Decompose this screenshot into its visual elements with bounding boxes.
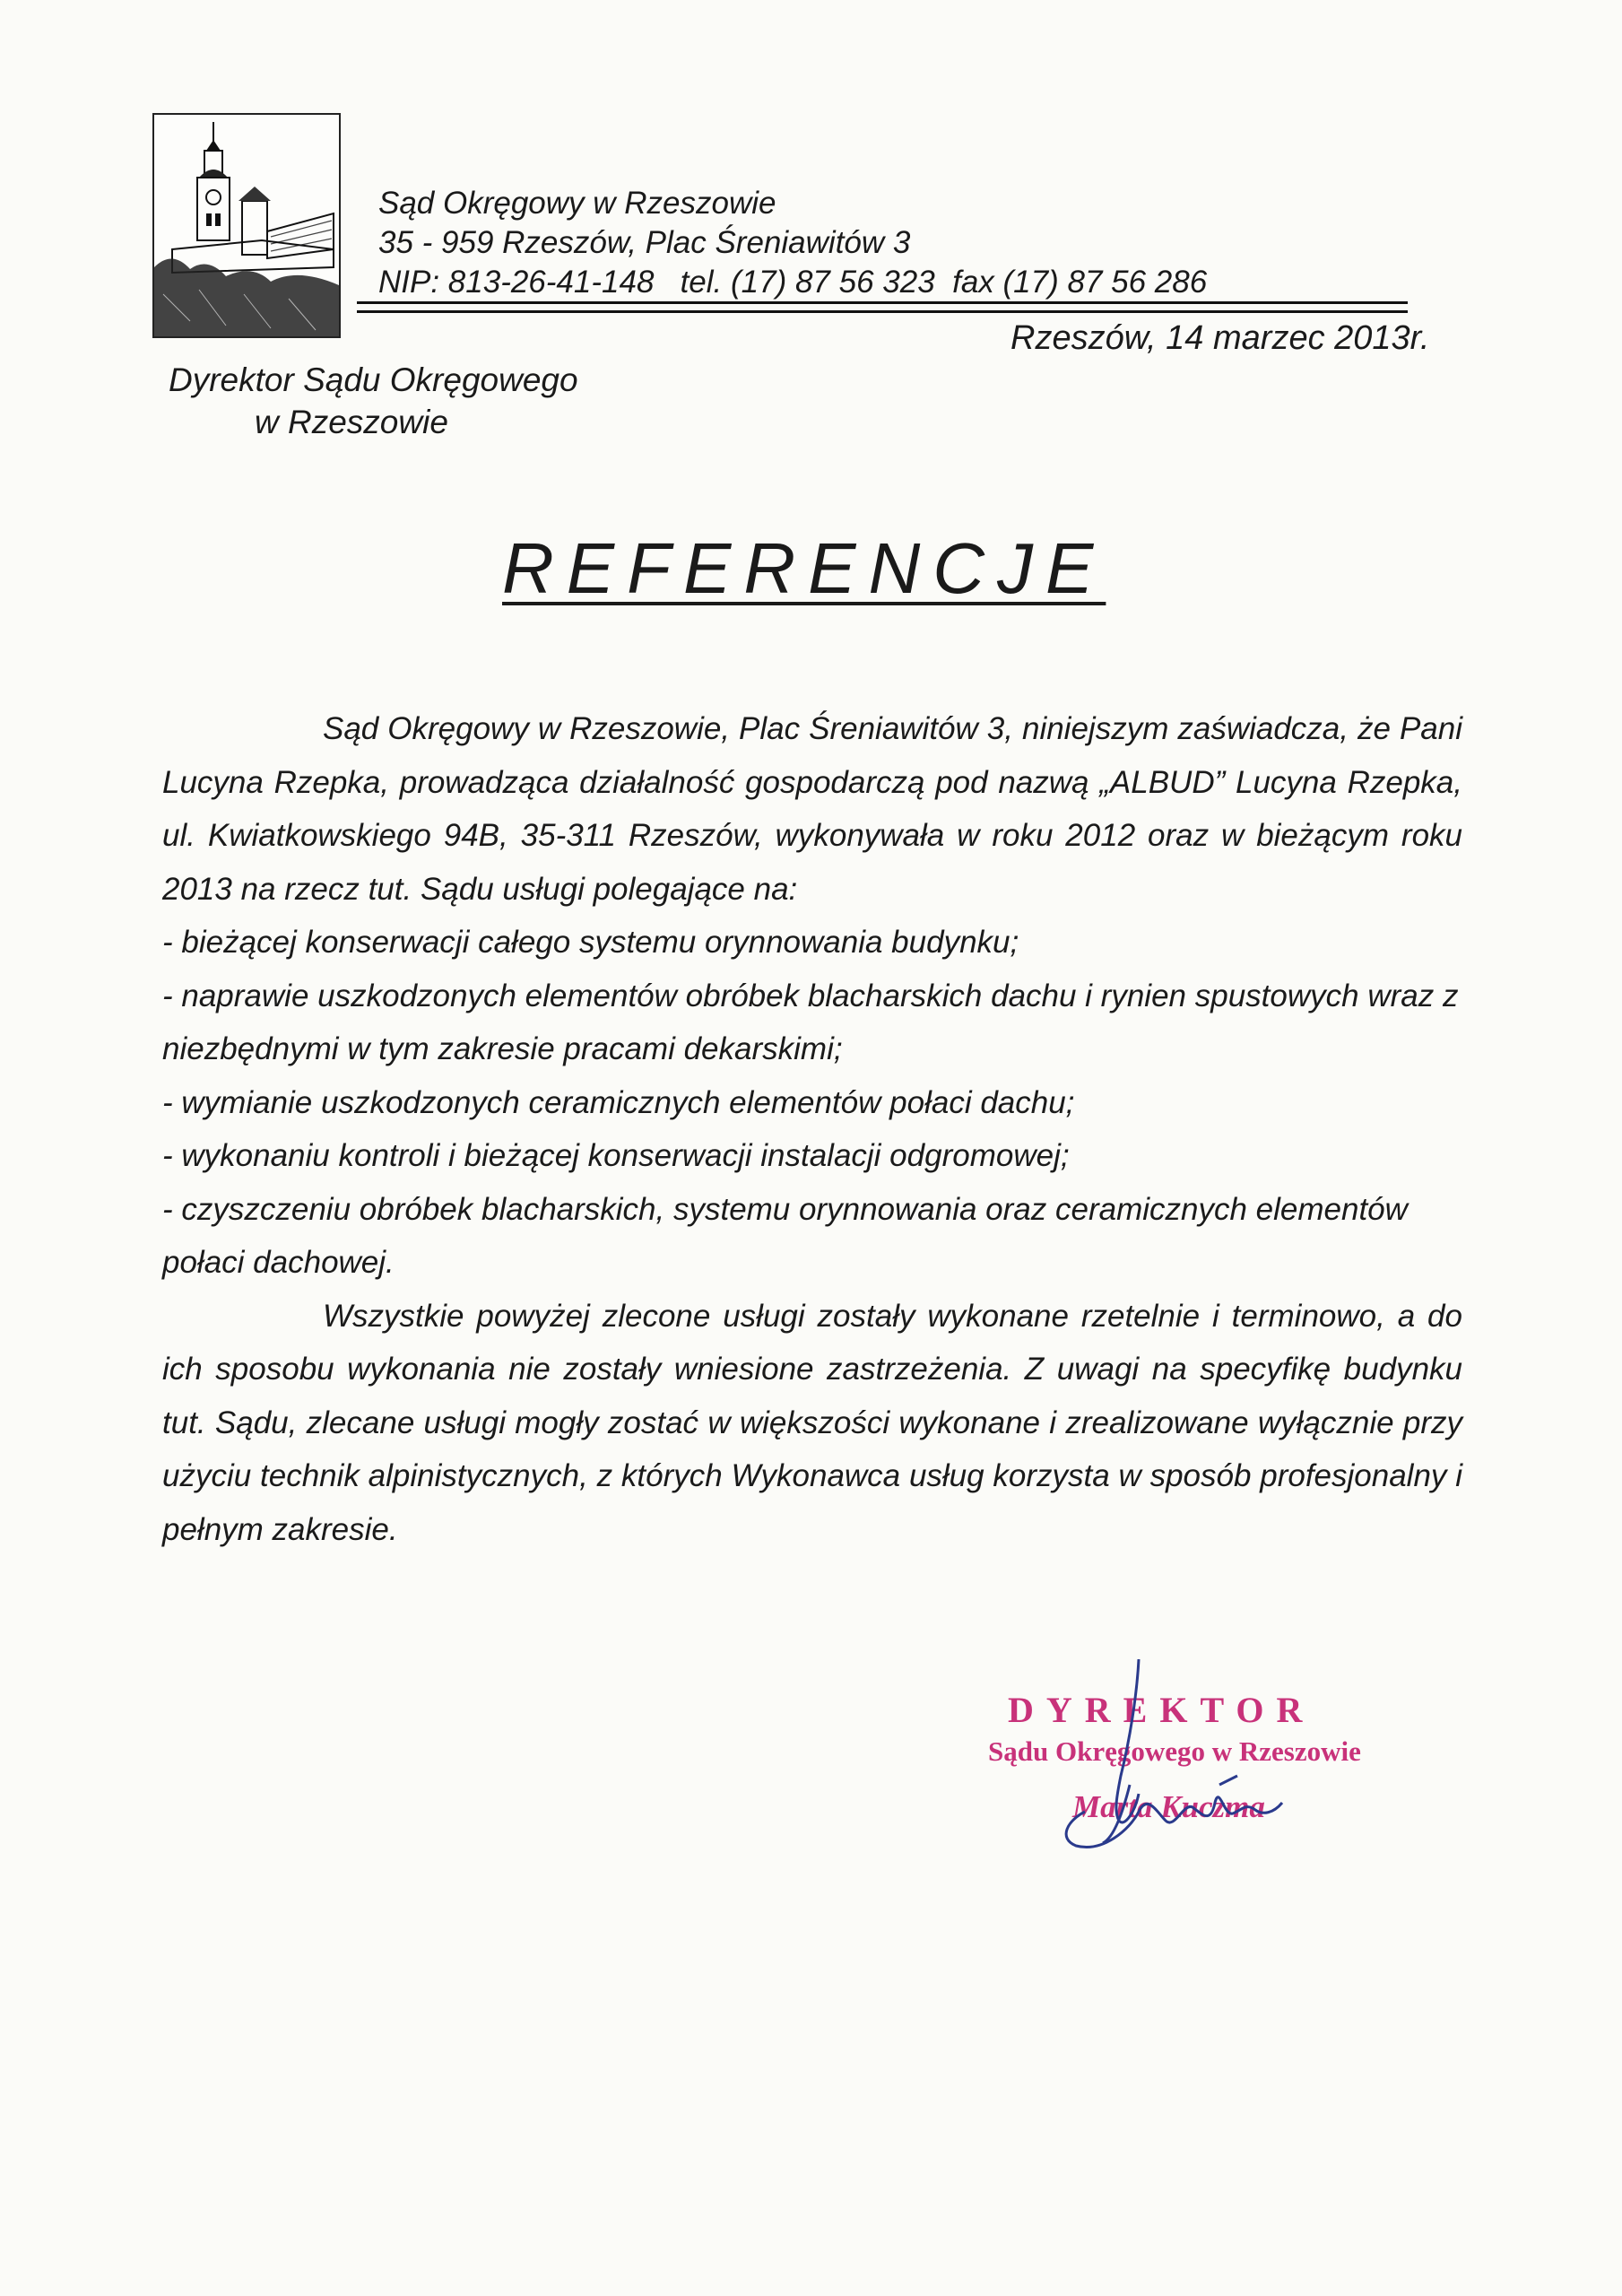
service-item: - wymianie uszkodzonych ceramicznych elementów połaci dachu; <box>162 1084 1075 1120</box>
court-contact: NIP: 813-26-41-148 tel. (17) 87 56 323 fax (17) 87 56 286 <box>378 265 1208 300</box>
service-item: - bieżącej konserwacji całego systemu orynnowania budynku; <box>162 925 1019 960</box>
service-item: - wykonaniu kontroli i bieżącej konserwacji instalacji odgromowej; <box>162 1138 1070 1173</box>
letter-date: Rzeszów, 14 marzec 2013r. <box>1010 319 1430 357</box>
court-address: 35 - 959 Rzeszów, Plac Śreniawitów 3 <box>378 225 911 260</box>
sender-line-2: w Rzeszowie <box>255 404 448 440</box>
stamp-name: Marta Kuczma <box>1072 1789 1265 1824</box>
letterhead-rule <box>357 301 1408 313</box>
closing-paragraph: Wszystkie powyżej zlecone usługi zostały wykonane rzetelnie i terminowo, a do ich sposobu wykonania nie zostały wniesione zastrzeżenia. Z uwagi na specyfikę budynku tut. Sądu, zlecane usługi mogły zostać w większości wykonane i zrealizowane wyłącznie przy użyciu technik alpinistycznych, z których Wykonawca usług korzysta w sposób profesjonalny i pełnym zakresie. <box>162 1298 1462 1547</box>
intro-paragraph: Sąd Okręgowy w Rzeszowie, Plac Śreniawitów 3, niniejszym zaświadcza, że Pani Lucyna Rzepka, prowadząca działalność gospodarczą pod nazwą „ALBUD” Lucyna Rzepka, ul. Kwiatkowskiego 94B, 35-311 Rzeszów, wykonywała w roku 2012 oraz w bieżącym roku 2013 na rzecz tut. Sądu usługi polegające na: <box>162 711 1462 907</box>
service-item: - czyszczeniu obróbek blacharskich, systemu orynnowania oraz ceramicznych elementów połaci dachowej. <box>162 1191 1408 1280</box>
sender-block <box>169 359 578 443</box>
handwritten-signature <box>1031 1659 1327 1866</box>
letterhead <box>378 184 1207 302</box>
stamp-org: Sądu Okręgowego w Rzeszowie <box>988 1735 1361 1767</box>
stamp-role: DYREKTOR <box>1008 1690 1315 1730</box>
services-list <box>162 916 1462 1290</box>
sender-line-1: Dyrektor Sądu Okręgowego <box>169 361 578 398</box>
letter-body <box>162 702 1462 1556</box>
service-item: - naprawie uszkodzonych elementów obróbek blacharskich dachu i rynien spustowych wraz z niezbędnymi w tym zakresie pracami dekarskimi; <box>162 978 1459 1066</box>
court-name: Sąd Okręgowy w Rzeszowie <box>378 186 776 221</box>
document-title: REFERENCJE <box>502 528 1106 608</box>
court-logo <box>152 113 341 338</box>
